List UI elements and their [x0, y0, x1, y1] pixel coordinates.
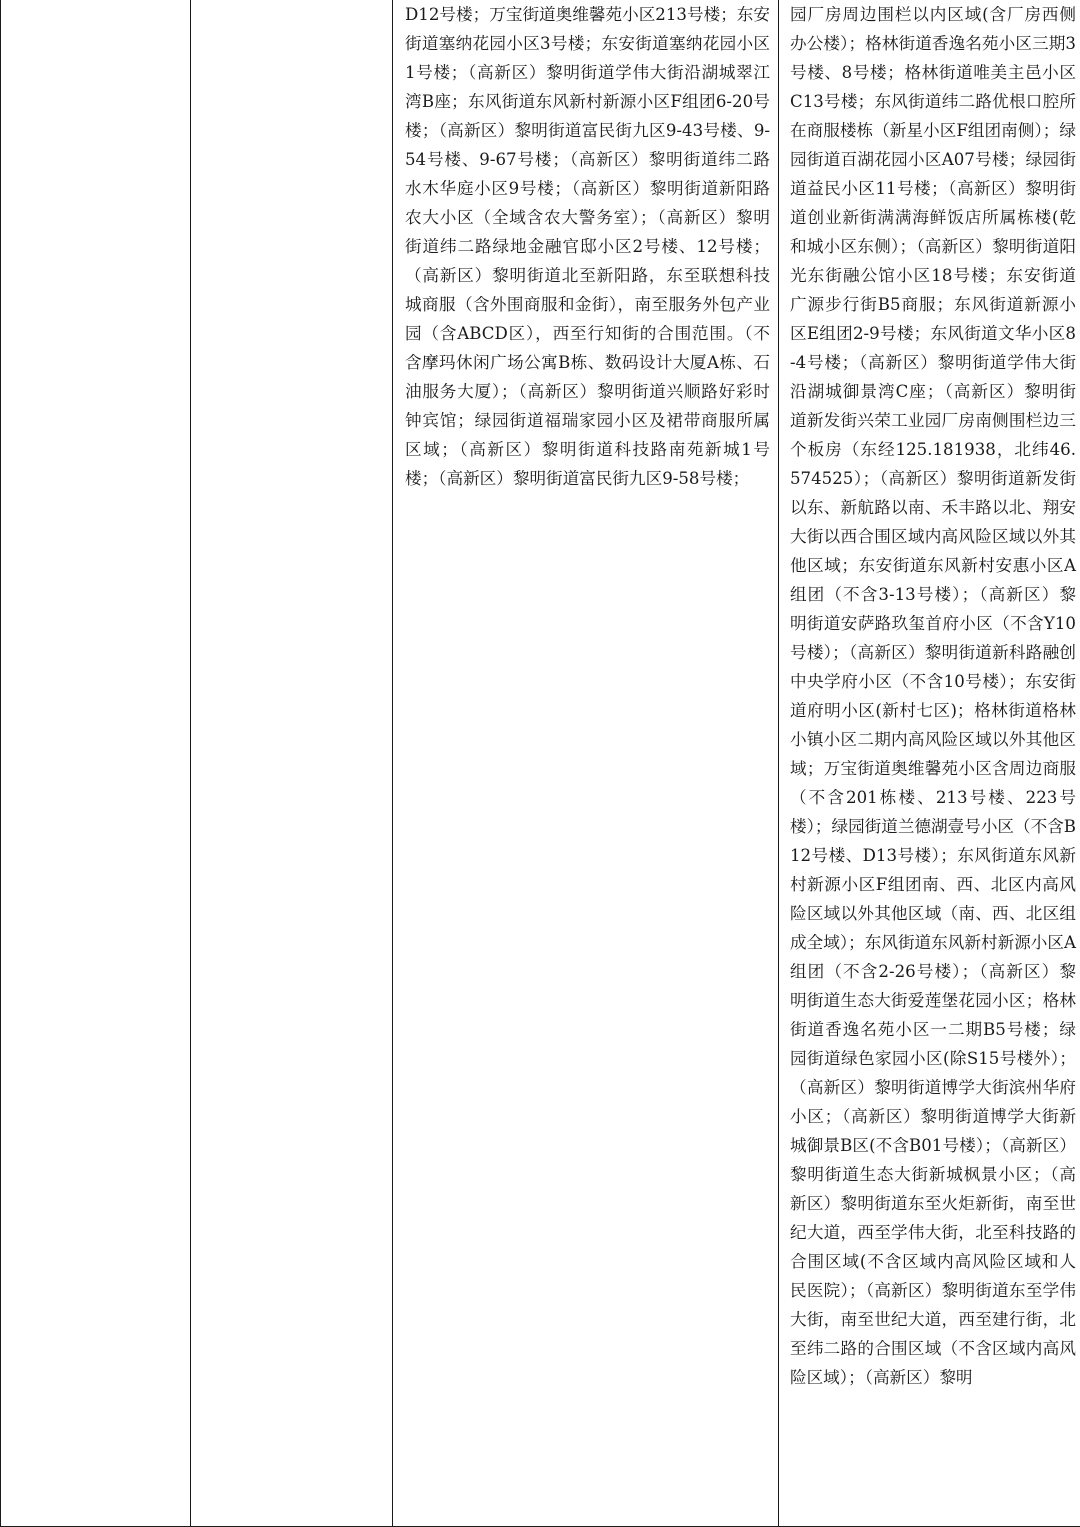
low-risk-area-list: 园厂房周边围栏以内区域(含厂房西侧办公楼）；格林街道香逸名苑小区三期3号楼、8号楼；格林街道唯美主邑小区C13号楼；东风街道纬二路优根口腔所在商服楼栋（新星小区F组团南侧）；绿园街道百湖花园小区A07号楼；绿园街道益民小区11号楼；（高新区）黎明街道创业新街满满海鲜饭店所属栋楼(乾和城小区东侧）；（高新区）黎明街道阳光东街融公馆小区18号楼；东安街道广源步行街B5商服；东风街道新源小区E组团2-9号楼；东风街道文华小区8-4号楼；（高新区）黎明街道学伟大街沿湖城御景湾C座；（高新区）黎明街道新发街兴荣工业园厂房南侧围栏边三个板房（东经125.181938，北纬46.574525）；（高新区）黎明街道新发街以东、新航路以南、禾丰路以北、翔安大街以西合围区域内高风险区域以外其他区域；东安街道东风新村安惠小区A组团（不含3-13号楼）；（高新区）黎明街道安萨路玖玺首府小区（不含Y10号楼）；（高新区）黎明街道新科路融创中央学府小区（不含10号楼）；东安街道府明小区(新村七区)；格林街道格林小镇小区二期内高风险区域以外其他区域；万宝街道奥维馨苑小区含周边商服（不含201栋楼、213号楼、223号楼）；绿园街道兰德湖壹号小区（不含B12号楼、D13号楼）；东风街道东风新村新源小区F组团南、西、北区内高风险区域以外其他区域（南、西、北区组成全域）；东风街道东风新村新源小区A组团（不含2-26号楼）；（高新区）黎明街道生态大街爱莲堡花园小区；格林街道香逸名苑小区一二期B5号楼；绿园街道绿色家园小区(除S15号楼外）；（高新区）黎明街道博学大街滨州华府小区；（高新区）黎明街道博学大街新城御景B区(不含B01号楼）；（高新区）黎明街道生态大街新城枫景小区；（高新区）黎明街道东至火炬新街，南至世纪大道，西至学伟大街，北至科技路的合围区域(不含区域内高风险区域和人民医院）；（高新区）黎明街道东至学伟大街，南至世纪大道，西至建行街，北至纬二路的合围区域（不含区域内高风险区域）；（高新区）黎明: [790, 5, 1076, 1387]
table-row: [1, 0, 1080, 1527]
table-cell-low-risk-areas: [779, 0, 1080, 1527]
table-cell-col2: [191, 0, 393, 1527]
medium-risk-area-list: D12号楼；万宝街道奥维馨苑小区213号楼；东安街道塞纳花园小区3号楼；东安街道塞纳花园小区1号楼；（高新区）黎明街道学伟大街沿湖城翠江湾B座；东风街道东风新村新源小区F组团6-20号楼；（高新区）黎明街道富民街九区9-43号楼、9-54号楼、9-67号楼；（高新区）黎明街道纬二路水木华庭小区9号楼；（高新区）黎明街道新阳路农大小区（全域含农大警务室）；（高新区）黎明街道纬二路绿地金融官邸小区2号楼、12号楼；（高新区）黎明街道北至新阳路，东至联想科技城商服（含外围商服和金街），南至服务外包产业园（含ABCD区），西至行知街的合围范围。（不含摩玛休闲广场公寓B栋、数码设计大厦A栋、石油服务大厦）；（高新区）黎明街道兴顺路好彩时钟宾馆；绿园街道福瑞家园小区及裙带商服所属区域；（高新区）黎明街道科技路南苑新城1号楼；（高新区）黎明街道富民街九区9-58号楼；: [405, 5, 770, 488]
table-cell-col1: [1, 0, 191, 1527]
table-cell-medium-risk-areas: [393, 0, 779, 1527]
